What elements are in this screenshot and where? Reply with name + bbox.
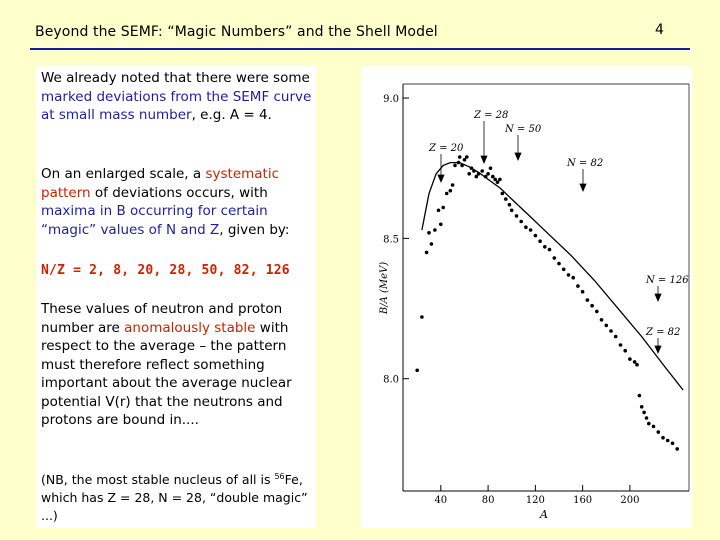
paragraph-nb	[41, 471, 313, 525]
page-number: 4	[655, 22, 664, 38]
p3-stable: anomalously stable	[124, 319, 256, 336]
p2-text-mid: of deviations occurs, with	[90, 184, 268, 201]
y-tick-label: 8.5	[383, 234, 399, 246]
data-point	[498, 178, 502, 182]
p3-text: These values of neutron and proton number are	[41, 301, 283, 336]
annotation-arrows	[438, 121, 661, 353]
data-point	[595, 310, 599, 314]
annotation-n126: N = 126	[646, 275, 689, 286]
data-point	[480, 169, 484, 173]
data-point	[486, 172, 490, 176]
data-point	[496, 180, 500, 184]
data-point	[504, 197, 508, 201]
x-tick-label: 120	[525, 495, 545, 506]
data-point	[463, 158, 467, 162]
p1-highlight: marked deviations from the SEMF curve at small mass number	[41, 88, 312, 123]
data-point	[460, 164, 464, 168]
binding-energy-chart	[361, 66, 692, 528]
data-point	[628, 357, 632, 361]
data-point	[635, 363, 639, 367]
data-point	[519, 220, 523, 224]
data-point	[484, 175, 488, 179]
data-point	[430, 242, 434, 246]
data-point	[510, 209, 514, 213]
data-point	[614, 335, 618, 339]
x-tick-label: 80	[481, 495, 495, 506]
paragraph-deviations	[41, 69, 313, 125]
data-point	[465, 155, 469, 159]
data-point	[451, 183, 455, 187]
y-tick-label: 8.0	[383, 374, 399, 386]
data-point	[642, 411, 646, 415]
data-point	[600, 318, 604, 322]
data-point	[553, 256, 557, 260]
data-point	[470, 166, 474, 170]
slide-title: Beyond the SEMF: “Magic Numbers” and the Shell Model	[35, 24, 438, 40]
y-tick-label: 9.0	[383, 94, 399, 106]
annotation-z28: Z = 28	[474, 110, 509, 121]
paragraph-systematic	[41, 165, 313, 239]
p1-text-end: , e.g. A = 4.	[191, 107, 272, 123]
data-point	[661, 436, 665, 440]
data-point	[449, 189, 453, 193]
data-point	[445, 192, 449, 196]
data-point	[647, 422, 651, 426]
binding-energy-plot	[361, 66, 692, 528]
data-point	[472, 169, 476, 173]
data-point	[675, 447, 679, 451]
data-point	[640, 405, 644, 409]
data-point	[652, 425, 656, 429]
x-tick-label: 200	[620, 495, 640, 506]
data-point	[581, 290, 585, 294]
data-point	[609, 329, 613, 333]
data-point	[645, 416, 649, 420]
paragraph-stability	[41, 300, 313, 430]
data-point	[657, 430, 661, 434]
data-point	[633, 360, 637, 364]
data-point	[491, 175, 495, 179]
data-point	[548, 248, 552, 252]
data-point	[538, 239, 542, 243]
data-point	[475, 175, 479, 179]
data-point	[437, 209, 441, 213]
data-point	[557, 262, 561, 266]
annotation-z20: Z = 20	[429, 143, 464, 154]
p1-text: We already noted that there were some	[41, 70, 310, 86]
data-point	[515, 214, 519, 218]
x-axis-label: A	[540, 508, 548, 521]
p2-text-end: , given by:	[219, 221, 290, 238]
data-point	[666, 439, 670, 443]
data-point	[457, 161, 461, 165]
data-point	[415, 369, 419, 373]
magic-numbers: N/Z = 2, 8, 20, 28, 50, 82, 126	[41, 263, 290, 278]
data-point	[425, 251, 429, 255]
data-point	[427, 231, 431, 235]
p2-maxima: maxima in B occurring for certain “magic” values of N and Z	[41, 203, 268, 238]
text-panel	[36, 66, 316, 528]
data-point	[433, 228, 437, 232]
data-point	[439, 223, 443, 227]
data-point	[458, 155, 462, 159]
nb-text: (NB, the most stable nucleus of all is	[41, 472, 275, 487]
data-point	[508, 203, 512, 207]
data-point	[441, 206, 445, 210]
data-point	[576, 284, 580, 288]
data-point	[562, 268, 566, 272]
x-tick-label: 40	[434, 495, 448, 506]
data-point	[534, 234, 538, 238]
data-point	[489, 166, 493, 170]
data-point	[619, 343, 623, 347]
data-point	[501, 192, 505, 196]
data-point	[671, 442, 675, 446]
data-point	[543, 245, 547, 249]
x-tick-label: 160	[573, 495, 593, 506]
annotation-z82: Z = 82	[646, 327, 681, 338]
data-point	[493, 178, 497, 182]
data-point	[567, 273, 571, 277]
data-point	[590, 304, 594, 308]
annotation-n82: N = 82	[567, 158, 604, 169]
data-point	[571, 276, 575, 280]
title-rule	[30, 48, 690, 50]
data-point	[605, 324, 609, 328]
data-point	[467, 172, 471, 176]
semf-curve	[422, 163, 683, 390]
data-point	[623, 349, 627, 353]
data-point	[529, 228, 533, 232]
data-point	[420, 315, 424, 319]
p2-systematic: systematic pattern	[41, 166, 280, 201]
p2-text: On an enlarged scale, a	[41, 166, 206, 182]
data-point	[477, 172, 481, 176]
annotation-n50: N = 50	[505, 124, 542, 135]
y-axis-label: B/A (MeV)	[379, 261, 390, 315]
data-point	[524, 225, 528, 229]
nb-mass-number: 56	[274, 471, 285, 481]
nb-text-end: Fe, which has Z = 28, N = 28, “double magic” ...)	[41, 472, 308, 523]
data-point	[638, 394, 642, 398]
p3-text-end: with respect to the average – the pattern must therefore reflect something important about the average nuclear potential V(r) that the neutrons and protons are bound in....	[41, 319, 292, 428]
data-point	[453, 164, 457, 168]
data-point	[586, 298, 590, 302]
